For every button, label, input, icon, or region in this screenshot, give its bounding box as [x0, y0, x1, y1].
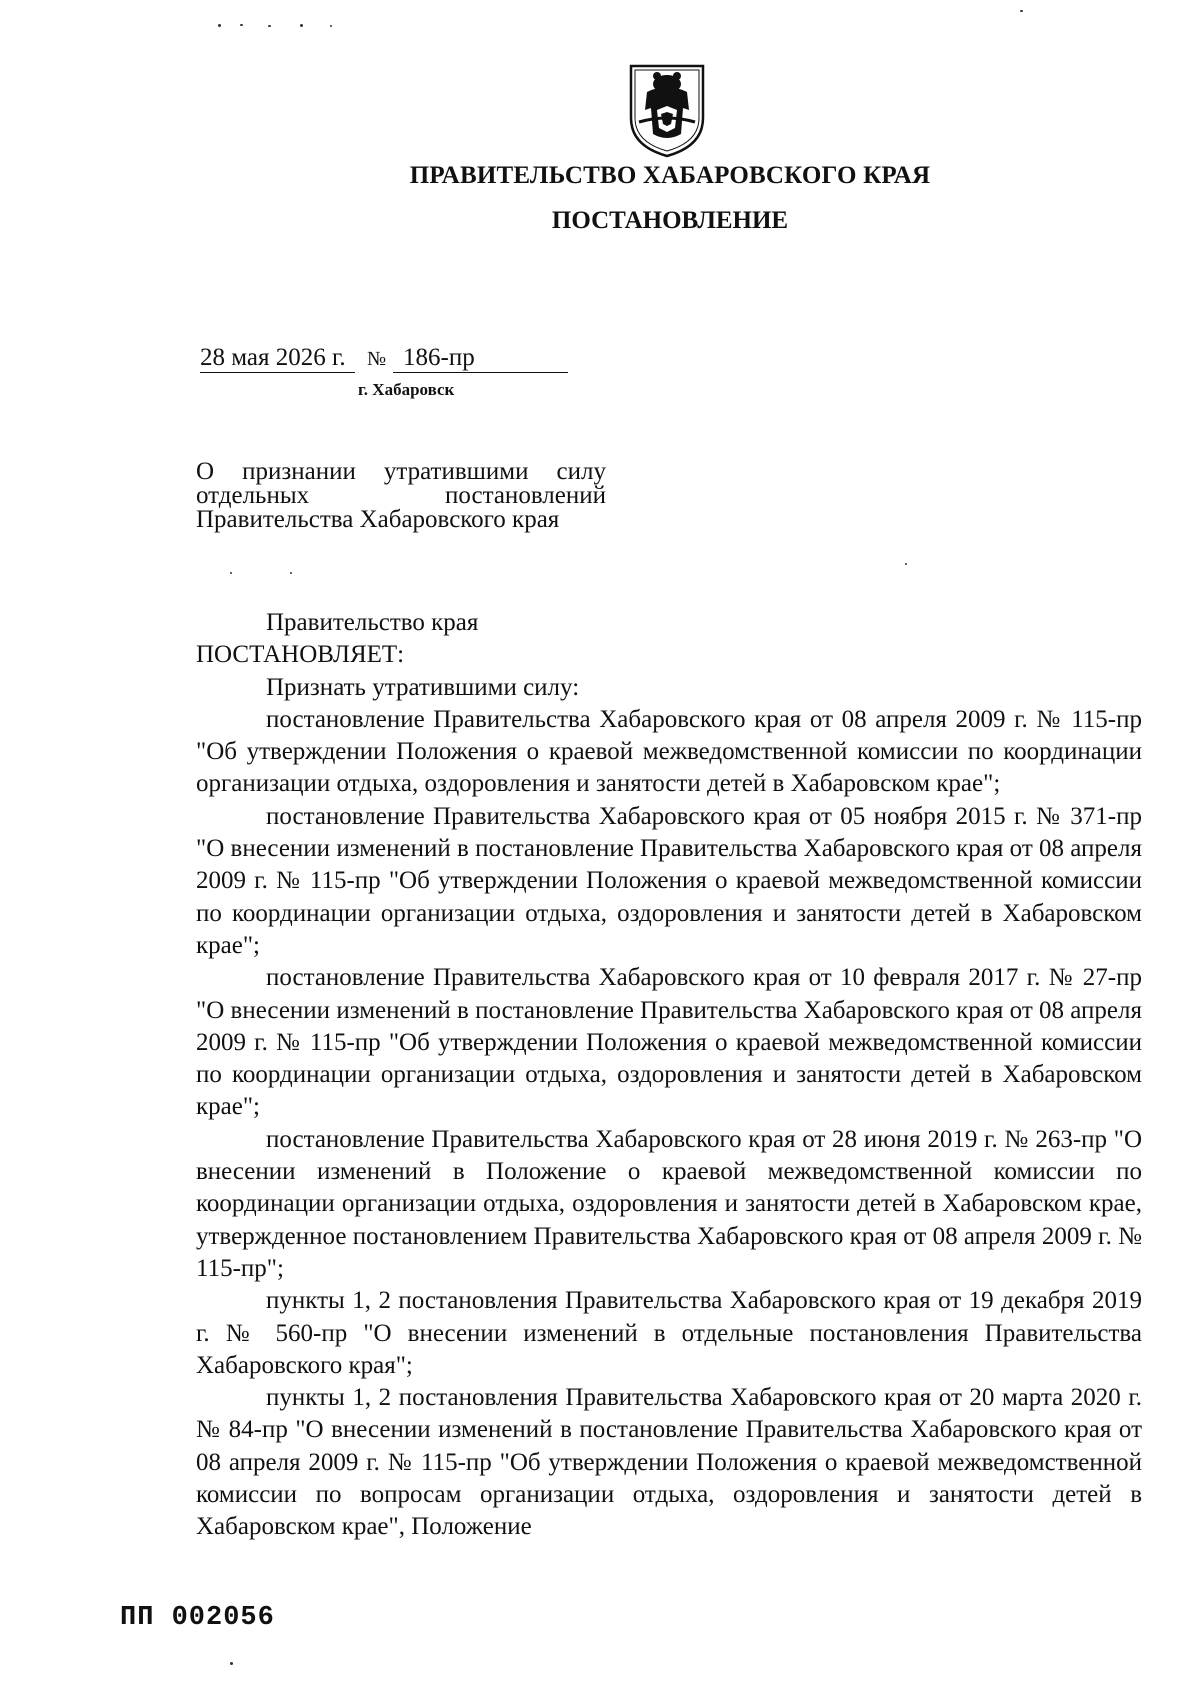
scan-artifact — [268, 25, 271, 27]
repealed-item: пункты 1, 2 постановления Правительства Хабаровского края от 20 марта 2020 г. № 84-пр "О внесении изменений в постановление Правительства Хабаровского края от 08 апреля 2009 г. № 115-пр "Об утверждении Положения о краевой межведомственной комиссии по вопросам организации отдыха, оздоровления и занятости детей в Хабаровском крае", Положение — [196, 1384, 1142, 1541]
document-type-title: ПОСТАНОВЛЕНИЕ — [551, 207, 789, 234]
subject-line: отдельных постановлений — [196, 482, 606, 509]
scan-artifact — [290, 572, 292, 574]
document-number: 186-пр — [393, 344, 568, 373]
scan-artifact — [230, 1662, 233, 1665]
number-sign: № — [367, 348, 387, 370]
form-code: ПП 002056 — [120, 1603, 275, 1633]
scan-artifact — [218, 24, 221, 27]
government-title: ПРАВИТЕЛЬСТВО ХАБАРОВСКОГО КРАЯ — [409, 162, 931, 189]
document-subject — [196, 460, 606, 532]
subject-line: Правительства Хабаровского края — [196, 506, 560, 533]
body-intro: Правительство края — [266, 609, 479, 636]
document-body — [196, 607, 1142, 1544]
scan-artifact — [300, 24, 303, 27]
scan-artifact — [240, 24, 243, 26]
body-lead: Признать утратившими силу: — [266, 673, 580, 701]
coat-of-arms-icon — [625, 62, 709, 158]
document-date: 28 мая 2026 г. — [200, 344, 355, 373]
scan-artifact — [905, 563, 907, 565]
repealed-item: пункты 1, 2 постановления Правительства Хабаровского края от 19 декабря 2019 г. № 560-пр "О внесении изменений в отдельные постановления Правительства Хабаровского края"; — [196, 1287, 1142, 1379]
document-city: г. Хабаровск — [358, 380, 455, 399]
scan-artifact — [1020, 10, 1023, 12]
date-number-line — [200, 344, 568, 373]
repealed-item: постановление Правительства Хабаровского края от 10 февраля 2017 г. № 27-пр "О внесении изменений в постановление Правительства Хабаровского края от 08 апреля 2009 г. № 115-пр "Об утверждении Положения о краевой межведомственной комиссии по координации организации отдыха, оздоровления и занятости детей в Хабаровском крае"; — [196, 964, 1142, 1121]
scan-artifact — [330, 25, 332, 27]
decree-word: ПОСТАНОВЛЯЕТ: — [196, 641, 405, 669]
scan-artifact — [230, 572, 232, 574]
repealed-item: постановление Правительства Хабаровского края от 28 июня 2019 г. № 263-пр "О внесении изменений в Положение о краевой межведомственной комиссии по координации организации отдыха, оздоровления и занятости детей в Хабаровском крае, утвержденное постановлением Правительства Хабаровского края от 08 апреля 2009 г. № 115-пр"; — [196, 1125, 1142, 1282]
subject-line: О признании утратившими силу — [196, 458, 606, 485]
repealed-item: постановление Правительства Хабаровского края от 08 апреля 2009 г. № 115-пр "Об утверждении Положения о краевой межведомственной комиссии по координации организации отдыха, оздоровления и занятости детей в Хабаровском крае"; — [196, 705, 1142, 798]
repealed-item: постановление Правительства Хабаровского края от 05 ноября 2015 г. № 371-пр "О внесении изменений в постановление Правительства Хабаровского края от 08 апреля 2009 г. № 115-пр "Об утверждении Положения о краевой межведомственной комиссии по координации организации отдыха, оздоровления и занятости детей в Хабаровском крае"; — [196, 802, 1142, 959]
